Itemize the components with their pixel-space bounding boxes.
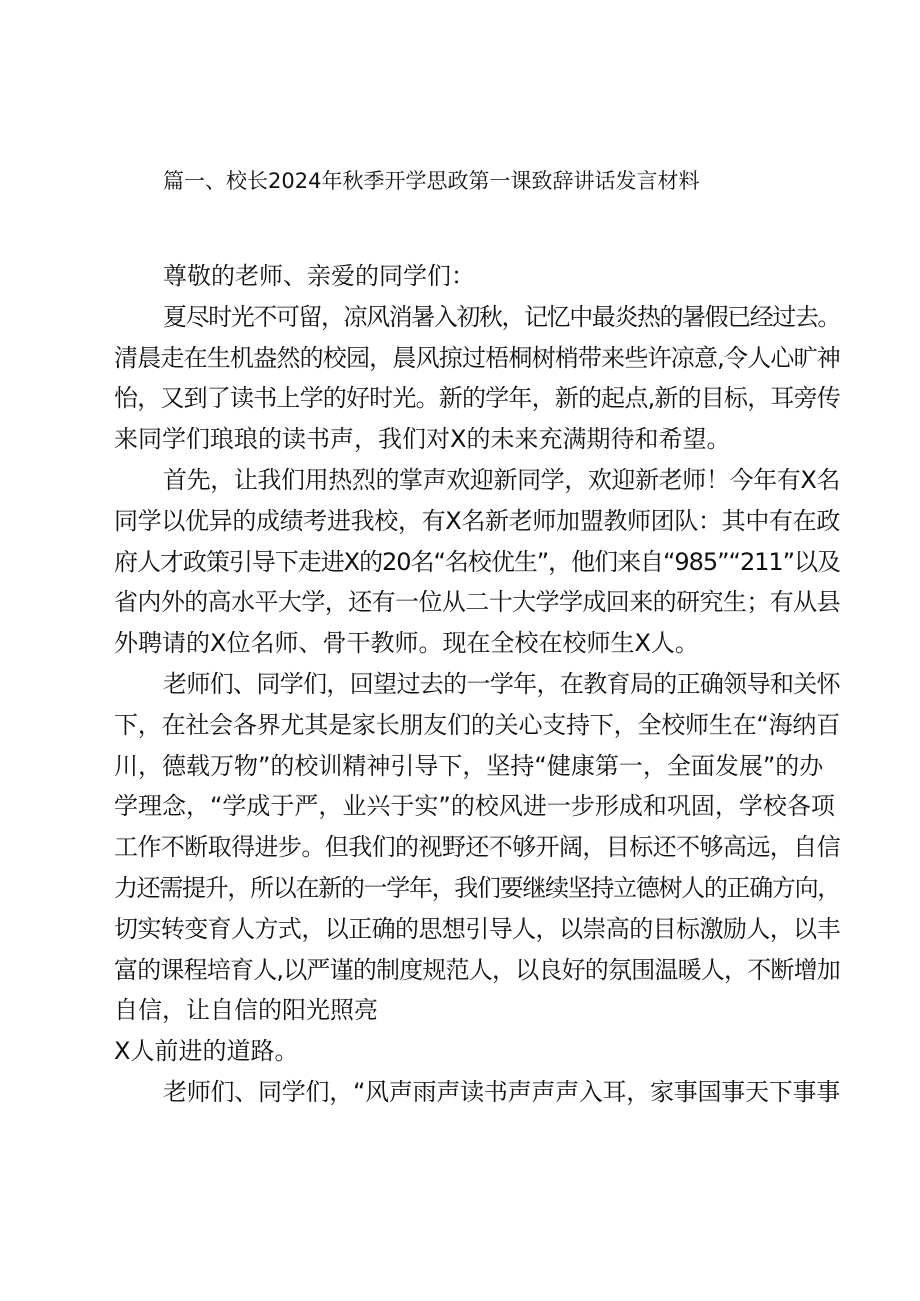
text-line: 工作不断取得进步。但我们的视野还不够开阔，目标还不够高远，自信 <box>114 833 840 862</box>
text-line: 来同学们琅琅的读书声，我们对X的未来充满期待和希望。 <box>114 425 731 454</box>
text-line: 夏尽时光不可留，凉风消暑入初秋，记忆中最炎热的暑假已经过去。 <box>163 302 840 331</box>
text-line: 怡，又到了读书上学的好时光。新的学年，新的起点,新的目标，耳旁传 <box>114 384 840 413</box>
text-line: 尊敬的老师、亲爱的同学们： <box>163 262 475 290</box>
document-title: 篇一、校长2024年秋季开学思政第一课致辞讲话发言材料 <box>163 169 700 193</box>
text-line: 切实转变育人方式，以正确的思想引导人，以崇高的目标激励人，以丰 <box>114 914 840 943</box>
text-line: 老师们、同学们，“风声雨声读书声声声入耳，家事国事天下事事 <box>163 1077 840 1106</box>
text-line: 下，在社会各界尤其是家长朋友们的关心支持下，全校师生在“海纳百 <box>114 710 840 739</box>
text-line: 力还需提升，所以在新的一学年，我们要继续坚持立德树人的正确方向， <box>114 873 840 902</box>
text-line: 府人才政策引导下走进X的20名“名校优生”，他们来自“985”“211”以及 <box>114 547 840 576</box>
text-line: 清晨走在生机盎然的校园，晨风掠过梧桐树梢带来些许凉意,令人心旷神 <box>114 343 840 372</box>
text-line: 自信，让自信的阳光照亮 <box>114 996 378 1025</box>
text-line: 外聘请的X位名师、骨干教师。现在全校在校师生X人。 <box>114 629 699 658</box>
text-line: 老师们、同学们，回望过去的一学年，在教育局的正确领导和关怀 <box>163 669 840 698</box>
text-line: 同学以优异的成绩考进我校，有X名新老师加盟教师团队：其中有在政 <box>114 506 840 535</box>
text-line: 富的课程培育人,以严谨的制度规范人，以良好的氛围温暖人，不断增加 <box>114 955 840 984</box>
document-body <box>114 256 840 1113</box>
text-line: X人前进的道路。 <box>114 1037 299 1066</box>
text-line: 川，德载万物”的校训精神引导下，坚持“健康第一，全面发展”的办 <box>114 751 824 780</box>
text-line: 省内外的高水平大学，还有一位从二十大学学成回来的研究生；有从县 <box>114 588 840 617</box>
text-line: 首先，让我们用热烈的掌声欢迎新同学，欢迎新老师！今年有X名 <box>163 465 840 494</box>
text-line: 学理念，“学成于严，业兴于实”的校风进一步形成和巩固，学校各项 <box>114 792 835 821</box>
